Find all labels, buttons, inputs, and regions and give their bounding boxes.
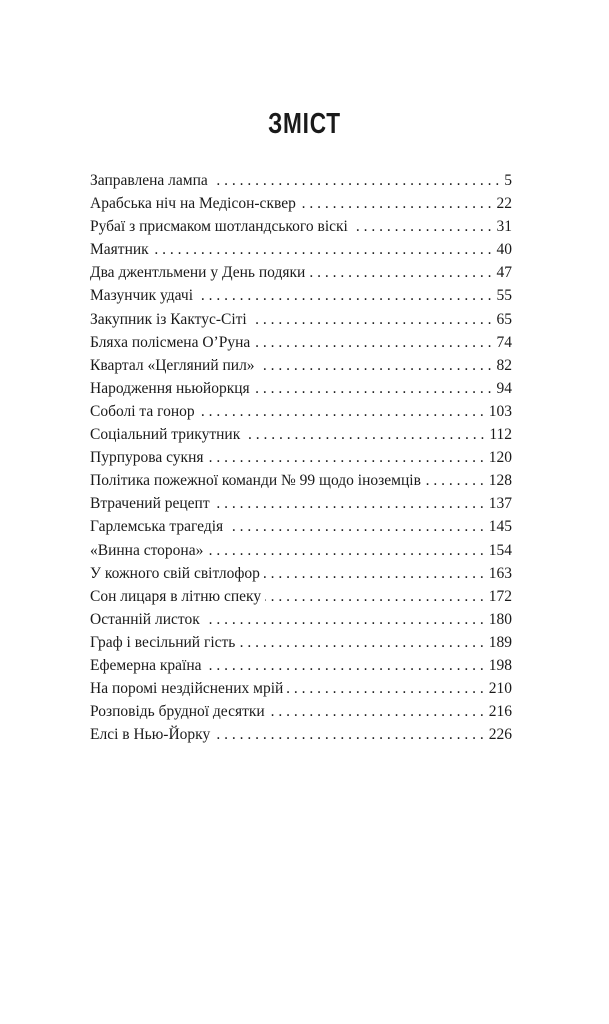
toc-entry-page: 154 (488, 541, 512, 559)
toc-entry-title: Елсі в Нью-Йорку (90, 726, 211, 744)
toc-dot-leader (287, 677, 483, 700)
toc-entry-title: Народження ньюйоркця (90, 379, 250, 397)
toc-entry-title: На поромі нездійснених мрій (90, 680, 284, 698)
toc-entry-page: 145 (488, 518, 512, 536)
toc-entry (90, 261, 512, 284)
toc-entry-title: Гарлемська трагедія (90, 518, 224, 536)
toc-entry-title: Рубаї з присмаком шотландського віскі (90, 218, 348, 236)
toc-entry (90, 723, 512, 746)
toc-entry (90, 169, 512, 192)
toc-entry (90, 400, 512, 423)
toc-dot-leader (244, 423, 484, 446)
toc-dot-leader (254, 331, 491, 354)
toc-entry-page: 47 (496, 264, 512, 282)
toc-entry-page: 128 (488, 472, 512, 490)
toc-entry (90, 631, 512, 654)
toc-entry-page: 210 (488, 680, 512, 698)
toc-entry (90, 654, 512, 677)
toc-entry (90, 469, 512, 492)
toc-entry-title: Ефемерна країна (90, 656, 202, 674)
toc-entry-title: Сон лицаря в літню спеку (90, 587, 262, 605)
toc-entry (90, 539, 512, 562)
toc-entry-title: Квартал «Цегляний пил» (90, 356, 255, 374)
toc-entry-page: 31 (496, 218, 512, 236)
toc-dot-leader (259, 354, 492, 377)
toc-entry (90, 562, 512, 585)
toc-entry-page: 22 (496, 195, 512, 213)
toc-dot-leader (227, 515, 484, 538)
toc-entry-page: 65 (496, 310, 512, 328)
toc-entry-title: Бляха полісмена О’Руна (90, 333, 251, 351)
toc-dot-leader (197, 284, 491, 307)
toc-dot-leader (300, 192, 492, 215)
toc-entry (90, 331, 512, 354)
toc-entry-title: Політика пожежної команди № 99 щодо іноземців (90, 472, 421, 490)
toc-entry-page: 40 (496, 241, 512, 259)
toc-dot-leader (214, 723, 484, 746)
toc-dot-leader (204, 608, 484, 631)
toc-entry-page: 55 (496, 287, 512, 305)
toc-entry-title: «Винна сторона» (90, 541, 204, 559)
toc-dot-leader (239, 631, 483, 654)
toc-entry (90, 354, 512, 377)
toc-entry-page: 189 (488, 633, 512, 651)
toc-entry-page: 137 (488, 495, 512, 513)
toc-entry-page: 5 (504, 172, 512, 189)
toc-entry (90, 192, 512, 215)
toc-entry (90, 608, 512, 631)
toc-entry (90, 308, 512, 331)
toc-dot-leader (269, 700, 484, 723)
toc-entry-page: 172 (488, 587, 512, 605)
toc-entry-title: У кожного свій світлофор (90, 564, 260, 582)
toc-entry-page: 216 (488, 703, 512, 721)
toc-dot-leader (254, 377, 492, 400)
toc-dot-leader (265, 585, 484, 608)
toc-entry-title: Заправлена лампа (90, 172, 208, 189)
toc-dot-leader (352, 215, 492, 238)
toc-entry-title: Соболі та гонор (90, 402, 195, 420)
toc-entry (90, 515, 512, 538)
page-title: ЗМІСТ (268, 108, 341, 140)
toc-entry-title: Втрачений рецепт (90, 495, 210, 513)
toc-dot-leader (206, 654, 484, 677)
toc-entry-title: Закупник із Кактус-Сіті (90, 310, 247, 328)
toc-entry-title: Розповідь брудної десятки (90, 703, 265, 721)
toc-entry-page: 180 (488, 610, 512, 628)
toc-dot-leader (264, 562, 484, 585)
table-of-contents (90, 169, 512, 746)
toc-entry (90, 492, 512, 515)
toc-dot-leader (208, 446, 484, 469)
toc-entry (90, 284, 512, 307)
toc-entry-page: 103 (488, 402, 512, 420)
toc-dot-leader (425, 469, 484, 492)
toc-dot-leader (207, 539, 483, 562)
toc-dot-leader (251, 308, 492, 331)
toc-entry-title: Останній листок (90, 610, 200, 628)
toc-entry (90, 700, 512, 723)
toc-entry-title: Арабська ніч на Медісон-сквер (90, 195, 296, 213)
toc-entry (90, 215, 512, 238)
toc-entry (90, 677, 512, 700)
toc-entry (90, 446, 512, 469)
toc-entry-page: 226 (488, 726, 512, 744)
toc-entry-title: Мазунчик удачі (90, 287, 194, 305)
toc-entry-title: Пурпурова сукня (90, 449, 204, 467)
toc-entry-page: 163 (488, 564, 512, 582)
toc-entry (90, 585, 512, 608)
toc-entry (90, 238, 512, 261)
toc-dot-leader (214, 492, 484, 515)
toc-entry-page: 198 (488, 656, 512, 674)
toc-dot-leader (153, 238, 492, 261)
toc-entry-page: 120 (488, 449, 512, 467)
toc-entry-title: Соціальний трикутник (90, 426, 241, 444)
toc-entry-title: Два джентльмени у День подяки (90, 264, 306, 282)
toc-entry-page: 94 (496, 379, 512, 397)
toc-entry-title: Граф і весільний гість (90, 633, 236, 651)
toc-entry-page: 82 (496, 356, 512, 374)
toc-dot-leader (309, 261, 491, 284)
toc-entry-page: 112 (489, 426, 512, 444)
toc-dot-leader (199, 400, 484, 423)
toc-entry-title: Маятник (90, 241, 149, 259)
toc-entry (90, 423, 512, 446)
toc-dot-leader (212, 169, 500, 192)
toc-entry-page: 74 (496, 333, 512, 351)
toc-entry (90, 377, 512, 400)
